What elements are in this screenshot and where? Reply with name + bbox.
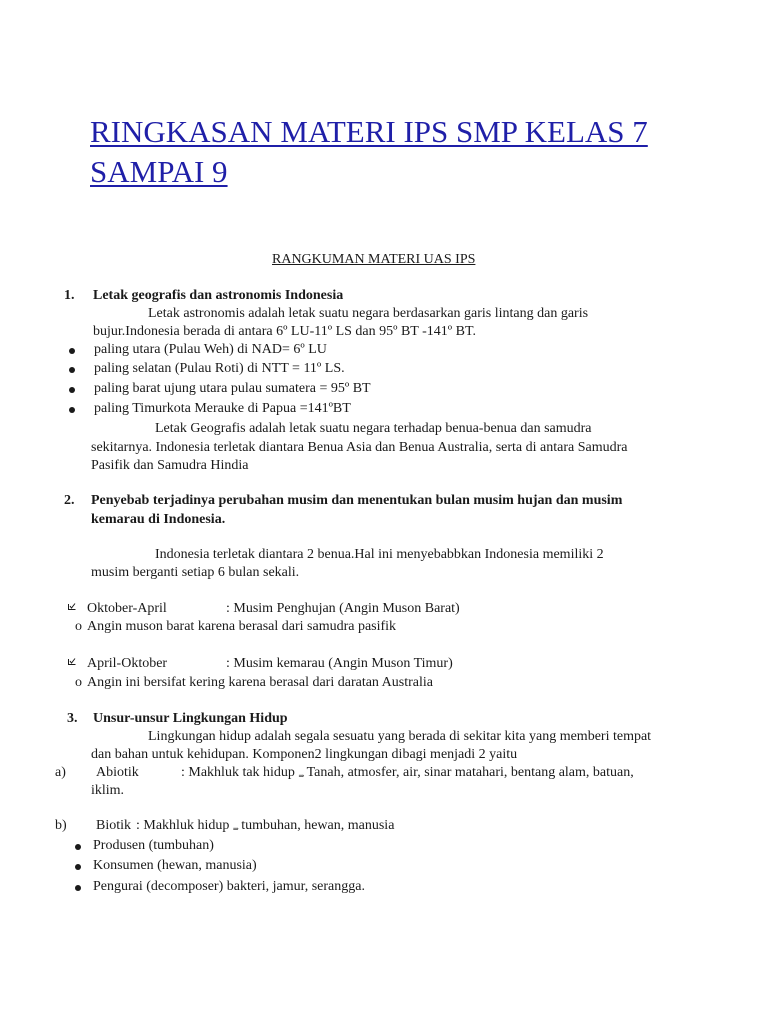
bullet-dot xyxy=(75,844,81,850)
section-2-title-line1: Penyebab terjadinya perubahan musim dan menentukan bulan musim hujan dan musim xyxy=(91,493,623,508)
season-subnote: Angin ini bersifat kering karena berasal dari daratan Australia xyxy=(87,675,433,690)
section-1-geo-line3: Pasifik dan Samudra Hindia xyxy=(91,458,249,473)
section-3-para-line1: Lingkungan hidup adalah segala sesuatu yang berada di sekitar kita yang memberi tempat xyxy=(148,729,652,744)
item-b-desc xyxy=(136,818,394,834)
item-a-name: Abiotik xyxy=(96,765,139,780)
section-3-para-line2: dan bahan untuk kehidupan. Komponen2 lingkungan dibagi menjadi 2 yaitu xyxy=(91,747,518,762)
section-1-astro-line2: bujur.Indonesia berada di antara 6º LU-11º LS dan 95º BT -141º BT. xyxy=(93,324,476,339)
bullet-dot xyxy=(69,407,75,413)
season-period: Oktober-April xyxy=(87,601,167,616)
section-3-title: Unsur-unsur Lingkungan Hidup xyxy=(93,711,288,726)
item-b-desc-post: tumbuhan, hewan, manusia xyxy=(241,818,395,833)
section-2-para-line2: musim berganti setiap 6 bulan sekali. xyxy=(91,565,300,580)
list-item: Pengurai (decomposer) bakteri, jamur, serangga. xyxy=(93,879,365,894)
section-1-title: Letak geografis dan astronomis Indonesia xyxy=(93,288,344,303)
list-item: paling Timurkota Merauke di Papua =141ºBT xyxy=(94,401,351,416)
season-description: : Musim kemarau (Angin Muson Timur) xyxy=(226,656,453,671)
sub-marker: o xyxy=(75,619,82,634)
section-1-geo-line2: sekitarnya. Indonesia terletak diantara Benua Asia dan Benua Australia, serta di antara Samudra xyxy=(91,440,628,455)
section-2-title-line2: kemarau di Indonesia. xyxy=(91,512,226,527)
section-1-number: 1. xyxy=(64,288,75,303)
season-description: : Musim Penghujan (Angin Muson Barat) xyxy=(226,601,460,616)
bullet-dot xyxy=(69,367,75,373)
item-a-desc xyxy=(181,765,634,781)
arrow-icon: ⇒ xyxy=(298,772,304,780)
item-b-label: b) xyxy=(55,818,67,833)
list-item: paling barat ujung utara pulau sumatera = 95º BT xyxy=(94,381,371,396)
checkbox-bullet-icon xyxy=(68,658,76,665)
page-title[interactable]: RINGKASAN MATERI IPS SMP KELAS 7 SAMPAI 9 xyxy=(90,114,648,189)
item-b-desc-pre: : Makhluk hidup xyxy=(136,818,230,833)
section-1-astro-line1: Letak astronomis adalah letak suatu negara berdasarkan garis lintang dan garis xyxy=(148,306,589,321)
checkbox-bullet-icon xyxy=(68,603,76,610)
item-a-label: a) xyxy=(55,765,66,780)
list-item: paling utara (Pulau Weh) di NAD= 6º LU xyxy=(94,342,327,357)
subtitle: RANGKUMAN MATERI UAS IPS xyxy=(272,252,476,267)
item-a-desc-post: Tanah, atmosfer, air, sinar matahari, bentang alam, batuan, xyxy=(306,765,634,780)
bullet-dot xyxy=(75,885,81,891)
arrow-icon: ⇒ xyxy=(232,825,238,833)
section-1-geo-line1: Letak Geografis adalah letak suatu negara terhadap benua-benua dan samudra xyxy=(155,421,592,436)
section-3-number: 3. xyxy=(67,711,78,726)
season-subnote: Angin muson barat karena berasal dari samudra pasifik xyxy=(87,619,397,634)
bullet-dot xyxy=(69,387,75,393)
list-item: paling selatan (Pulau Roti) di NTT = 11º LS. xyxy=(94,361,345,376)
section-2-number: 2. xyxy=(64,493,75,508)
item-b-name: Biotik xyxy=(96,818,132,833)
list-item: Produsen (tumbuhan) xyxy=(93,838,214,853)
list-item: Konsumen (hewan, manusia) xyxy=(93,858,257,873)
bullet-dot xyxy=(69,348,75,354)
item-a-desc-pre: : Makhluk tak hidup xyxy=(181,765,295,780)
bullet-dot xyxy=(75,864,81,870)
sub-marker: o xyxy=(75,675,82,690)
section-2-para-line1: Indonesia terletak diantara 2 benua.Hal ini menyebabbkan Indonesia memiliki 2 xyxy=(155,547,604,562)
season-period: April-Oktober xyxy=(87,656,168,671)
item-a-desc-cont: iklim. xyxy=(91,783,125,798)
